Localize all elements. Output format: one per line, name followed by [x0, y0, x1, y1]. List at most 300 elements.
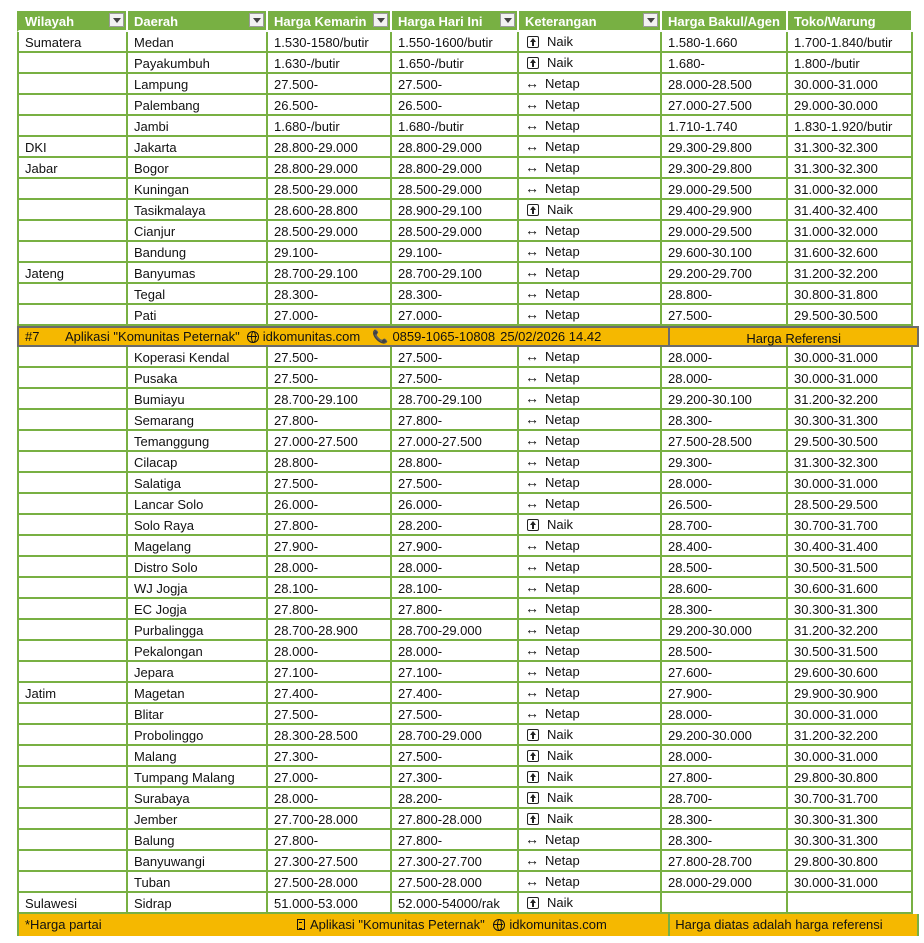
cell-keterangan[interactable] — [519, 200, 662, 221]
cell-daerah[interactable]: Magetan — [128, 683, 268, 704]
cell-keterangan[interactable] — [519, 221, 662, 242]
cell-toko[interactable]: 29.600-30.600 — [788, 662, 913, 683]
cell-harga-kemarin[interactable]: 28.700-29.100 — [268, 389, 392, 410]
cell-harga-hari-ini[interactable]: 28.500-29.000 — [392, 221, 519, 242]
cell-toko[interactable]: 30.000-31.000 — [788, 746, 913, 767]
cell-keterangan[interactable] — [519, 557, 662, 578]
cell-wilayah[interactable] — [17, 872, 128, 893]
cell-wilayah[interactable] — [17, 431, 128, 452]
cell-daerah[interactable]: Medan — [128, 32, 268, 53]
cell-toko[interactable]: 31.300-32.300 — [788, 452, 913, 473]
cell-daerah[interactable]: Palembang — [128, 95, 268, 116]
cell-toko[interactable]: 31.200-32.200 — [788, 620, 913, 641]
cell-harga-bakul[interactable]: 27.500-28.500 — [662, 431, 788, 452]
cell-keterangan[interactable] — [519, 410, 662, 431]
cell-harga-hari-ini[interactable]: 52.000-54000/rak — [392, 893, 519, 914]
cell-toko[interactable]: 30.000-31.000 — [788, 473, 913, 494]
cell-daerah[interactable]: Koperasi Kendal — [128, 347, 268, 368]
banner-phone[interactable]: 0859-1065-10808 — [392, 329, 496, 344]
header-harga-kemarin[interactable] — [268, 11, 392, 32]
cell-harga-bakul[interactable]: 29.200-30.000 — [662, 620, 788, 641]
cell-wilayah[interactable] — [17, 767, 128, 788]
cell-wilayah[interactable] — [17, 116, 128, 137]
cell-harga-kemarin[interactable]: 28.800-29.000 — [268, 158, 392, 179]
cell-harga-kemarin[interactable]: 27.500- — [268, 347, 392, 368]
cell-keterangan[interactable] — [519, 158, 662, 179]
cell-wilayah[interactable] — [17, 599, 128, 620]
cell-toko[interactable]: 30.300-31.300 — [788, 830, 913, 851]
cell-harga-bakul[interactable]: 27.500- — [662, 305, 788, 326]
cell-daerah[interactable]: Pusaka — [128, 368, 268, 389]
cell-harga-kemarin[interactable]: 29.100- — [268, 242, 392, 263]
cell-harga-kemarin[interactable]: 27.000- — [268, 767, 392, 788]
cell-wilayah[interactable] — [17, 179, 128, 200]
cell-harga-kemarin[interactable]: 28.800- — [268, 452, 392, 473]
cell-harga-hari-ini[interactable]: 28.700-29.100 — [392, 389, 519, 410]
cell-keterangan[interactable] — [519, 389, 662, 410]
cell-wilayah[interactable] — [17, 620, 128, 641]
cell-harga-bakul[interactable]: 27.600- — [662, 662, 788, 683]
cell-harga-hari-ini[interactable]: 27.800- — [392, 410, 519, 431]
cell-harga-bakul[interactable]: 28.000- — [662, 704, 788, 725]
cell-keterangan[interactable] — [519, 788, 662, 809]
cell-keterangan[interactable] — [519, 242, 662, 263]
cell-keterangan[interactable] — [519, 431, 662, 452]
cell-harga-kemarin[interactable]: 28.500-29.000 — [268, 179, 392, 200]
filter-dropdown-icon[interactable] — [249, 13, 264, 27]
cell-daerah[interactable]: Banyuwangi — [128, 851, 268, 872]
cell-harga-hari-ini[interactable]: 28.200- — [392, 788, 519, 809]
cell-harga-bakul[interactable]: 28.000- — [662, 347, 788, 368]
cell-daerah[interactable]: Probolinggo — [128, 725, 268, 746]
cell-keterangan[interactable] — [519, 620, 662, 641]
cell-wilayah[interactable] — [17, 578, 128, 599]
cell-toko[interactable]: 30.300-31.300 — [788, 599, 913, 620]
cell-daerah[interactable]: Distro Solo — [128, 557, 268, 578]
cell-keterangan[interactable] — [519, 704, 662, 725]
cell-toko[interactable]: 30.300-31.300 — [788, 809, 913, 830]
cell-harga-hari-ini[interactable]: 27.500-28.000 — [392, 872, 519, 893]
cell-keterangan[interactable] — [519, 641, 662, 662]
cell-keterangan[interactable] — [519, 599, 662, 620]
header-keterangan[interactable] — [519, 11, 662, 32]
cell-daerah[interactable]: Purbalingga — [128, 620, 268, 641]
cell-harga-bakul[interactable]: 1.710-1.740 — [662, 116, 788, 137]
cell-harga-bakul[interactable]: 28.300- — [662, 809, 788, 830]
cell-harga-bakul[interactable]: 27.900- — [662, 683, 788, 704]
cell-toko[interactable]: 29.500-30.500 — [788, 431, 913, 452]
cell-daerah[interactable]: EC Jogja — [128, 599, 268, 620]
cell-harga-kemarin[interactable]: 28.500-29.000 — [268, 221, 392, 242]
cell-keterangan[interactable] — [519, 809, 662, 830]
cell-toko[interactable]: 31.000-32.000 — [788, 179, 913, 200]
cell-harga-hari-ini[interactable]: 27.800- — [392, 830, 519, 851]
cell-harga-bakul[interactable]: 1.680- — [662, 53, 788, 74]
cell-harga-bakul[interactable]: 26.500- — [662, 494, 788, 515]
cell-wilayah[interactable] — [17, 53, 128, 74]
cell-harga-bakul[interactable]: 28.000- — [662, 368, 788, 389]
cell-harga-hari-ini[interactable]: 27.400- — [392, 683, 519, 704]
cell-harga-kemarin[interactable]: 27.900- — [268, 536, 392, 557]
cell-harga-kemarin[interactable]: 1.630-/butir — [268, 53, 392, 74]
cell-harga-kemarin[interactable]: 27.500- — [268, 473, 392, 494]
cell-daerah[interactable]: Kuningan — [128, 179, 268, 200]
header-harga-hari-ini[interactable] — [392, 11, 519, 32]
cell-toko[interactable]: 31.400-32.400 — [788, 200, 913, 221]
cell-harga-bakul[interactable]: 29.200-30.000 — [662, 725, 788, 746]
cell-daerah[interactable]: Pati — [128, 305, 268, 326]
cell-harga-bakul[interactable]: 28.800- — [662, 284, 788, 305]
cell-harga-hari-ini[interactable]: 27.500- — [392, 704, 519, 725]
cell-keterangan[interactable] — [519, 74, 662, 95]
cell-harga-bakul[interactable]: 27.000-27.500 — [662, 95, 788, 116]
cell-wilayah[interactable] — [17, 242, 128, 263]
cell-keterangan[interactable] — [519, 515, 662, 536]
cell-harga-hari-ini[interactable]: 28.700-29.100 — [392, 263, 519, 284]
cell-wilayah[interactable] — [17, 305, 128, 326]
cell-wilayah[interactable] — [17, 851, 128, 872]
cell-keterangan[interactable] — [519, 830, 662, 851]
cell-daerah[interactable]: Semarang — [128, 410, 268, 431]
cell-wilayah[interactable]: Jabar — [17, 158, 128, 179]
cell-daerah[interactable]: Bogor — [128, 158, 268, 179]
cell-keterangan[interactable] — [519, 767, 662, 788]
cell-wilayah[interactable] — [17, 389, 128, 410]
cell-keterangan[interactable] — [519, 872, 662, 893]
cell-toko[interactable]: 31.200-32.200 — [788, 263, 913, 284]
cell-harga-kemarin[interactable]: 27.800- — [268, 830, 392, 851]
cell-harga-kemarin[interactable]: 28.000- — [268, 557, 392, 578]
cell-harga-bakul[interactable]: 29.300- — [662, 452, 788, 473]
cell-harga-bakul[interactable] — [662, 893, 788, 914]
cell-daerah[interactable]: Blitar — [128, 704, 268, 725]
cell-harga-kemarin[interactable]: 27.700-28.000 — [268, 809, 392, 830]
cell-harga-hari-ini[interactable]: 28.800-29.000 — [392, 137, 519, 158]
cell-harga-kemarin[interactable]: 28.800-29.000 — [268, 137, 392, 158]
cell-harga-kemarin[interactable]: 27.500- — [268, 368, 392, 389]
cell-toko[interactable]: 30.000-31.000 — [788, 347, 913, 368]
cell-harga-hari-ini[interactable]: 28.700-29.000 — [392, 725, 519, 746]
cell-daerah[interactable]: Tuban — [128, 872, 268, 893]
cell-toko[interactable]: 30.000-31.000 — [788, 704, 913, 725]
cell-daerah[interactable]: Magelang — [128, 536, 268, 557]
cell-toko[interactable]: 29.800-30.800 — [788, 767, 913, 788]
cell-keterangan[interactable] — [519, 179, 662, 200]
cell-daerah[interactable]: Jakarta — [128, 137, 268, 158]
cell-toko[interactable]: 30.000-31.000 — [788, 74, 913, 95]
cell-keterangan[interactable] — [519, 263, 662, 284]
cell-harga-hari-ini[interactable]: 28.000- — [392, 557, 519, 578]
cell-harga-hari-ini[interactable]: 1.650-/butir — [392, 53, 519, 74]
cell-keterangan[interactable] — [519, 32, 662, 53]
cell-wilayah[interactable]: Jatim — [17, 683, 128, 704]
cell-toko[interactable]: 30.700-31.700 — [788, 515, 913, 536]
cell-toko[interactable]: 30.700-31.700 — [788, 788, 913, 809]
cell-harga-hari-ini[interactable]: 27.500- — [392, 368, 519, 389]
cell-daerah[interactable]: Sidrap — [128, 893, 268, 914]
cell-harga-hari-ini[interactable]: 27.500- — [392, 74, 519, 95]
cell-harga-hari-ini[interactable]: 27.800- — [392, 599, 519, 620]
cell-daerah[interactable]: Malang — [128, 746, 268, 767]
cell-toko[interactable]: 1.800-/butir — [788, 53, 913, 74]
cell-daerah[interactable]: Tasikmalaya — [128, 200, 268, 221]
cell-harga-bakul[interactable]: 27.800- — [662, 767, 788, 788]
cell-keterangan[interactable] — [519, 851, 662, 872]
cell-harga-kemarin[interactable]: 26.000- — [268, 494, 392, 515]
cell-harga-bakul[interactable]: 28.300- — [662, 410, 788, 431]
cell-harga-kemarin[interactable]: 27.800- — [268, 410, 392, 431]
cell-toko[interactable]: 29.900-30.900 — [788, 683, 913, 704]
cell-harga-hari-ini[interactable]: 27.000-27.500 — [392, 431, 519, 452]
cell-daerah[interactable]: Jember — [128, 809, 268, 830]
cell-harga-kemarin[interactable]: 1.530-1580/butir — [268, 32, 392, 53]
cell-toko[interactable]: 30.400-31.400 — [788, 536, 913, 557]
cell-harga-bakul[interactable]: 27.800-28.700 — [662, 851, 788, 872]
cell-harga-hari-ini[interactable]: 1.680-/butir — [392, 116, 519, 137]
cell-keterangan[interactable] — [519, 494, 662, 515]
cell-harga-hari-ini[interactable]: 28.000- — [392, 641, 519, 662]
cell-harga-kemarin[interactable]: 1.680-/butir — [268, 116, 392, 137]
cell-harga-bakul[interactable]: 28.300- — [662, 830, 788, 851]
cell-keterangan[interactable] — [519, 137, 662, 158]
cell-harga-kemarin[interactable]: 27.800- — [268, 515, 392, 536]
cell-daerah[interactable]: Cilacap — [128, 452, 268, 473]
cell-harga-bakul[interactable]: 29.000-29.500 — [662, 179, 788, 200]
cell-keterangan[interactable] — [519, 578, 662, 599]
cell-harga-hari-ini[interactable]: 27.900- — [392, 536, 519, 557]
cell-toko[interactable]: 1.700-1.840/butir — [788, 32, 913, 53]
cell-harga-kemarin[interactable]: 28.100- — [268, 578, 392, 599]
cell-keterangan[interactable] — [519, 662, 662, 683]
cell-harga-kemarin[interactable]: 27.500- — [268, 704, 392, 725]
cell-daerah[interactable]: Lancar Solo — [128, 494, 268, 515]
cell-wilayah[interactable] — [17, 95, 128, 116]
cell-harga-hari-ini[interactable]: 27.800-28.000 — [392, 809, 519, 830]
cell-harga-hari-ini[interactable]: 28.200- — [392, 515, 519, 536]
cell-harga-hari-ini[interactable]: 1.550-1600/butir — [392, 32, 519, 53]
filter-dropdown-icon[interactable] — [500, 13, 515, 27]
cell-harga-kemarin[interactable]: 51.000-53.000 — [268, 893, 392, 914]
cell-harga-kemarin[interactable]: 28.700-29.100 — [268, 263, 392, 284]
filter-dropdown-icon[interactable] — [109, 13, 124, 27]
cell-wilayah[interactable] — [17, 284, 128, 305]
header-wilayah[interactable] — [17, 11, 128, 32]
cell-keterangan[interactable] — [519, 473, 662, 494]
cell-daerah[interactable]: Salatiga — [128, 473, 268, 494]
cell-harga-kemarin[interactable]: 28.300- — [268, 284, 392, 305]
cell-daerah[interactable]: WJ Jogja — [128, 578, 268, 599]
cell-harga-hari-ini[interactable]: 28.800-29.000 — [392, 158, 519, 179]
cell-harga-kemarin[interactable]: 27.300-27.500 — [268, 851, 392, 872]
cell-harga-kemarin[interactable]: 27.000-27.500 — [268, 431, 392, 452]
cell-harga-hari-ini[interactable]: 27.500- — [392, 473, 519, 494]
cell-toko[interactable]: 30.500-31.500 — [788, 641, 913, 662]
cell-keterangan[interactable] — [519, 305, 662, 326]
cell-harga-hari-ini[interactable]: 28.900-29.100 — [392, 200, 519, 221]
cell-harga-kemarin[interactable]: 27.500-28.000 — [268, 872, 392, 893]
cell-wilayah[interactable] — [17, 557, 128, 578]
cell-wilayah[interactable] — [17, 788, 128, 809]
cell-keterangan[interactable] — [519, 893, 662, 914]
cell-daerah[interactable]: Tumpang Malang — [128, 767, 268, 788]
cell-wilayah[interactable] — [17, 221, 128, 242]
cell-keterangan[interactable] — [519, 116, 662, 137]
cell-harga-hari-ini[interactable]: 26.500- — [392, 95, 519, 116]
cell-harga-kemarin[interactable]: 27.500- — [268, 74, 392, 95]
cell-harga-hari-ini[interactable]: 26.000- — [392, 494, 519, 515]
cell-daerah[interactable]: Surabaya — [128, 788, 268, 809]
cell-toko[interactable]: 30.500-31.500 — [788, 557, 913, 578]
cell-harga-kemarin[interactable]: 27.300- — [268, 746, 392, 767]
filter-dropdown-icon[interactable] — [373, 13, 388, 27]
cell-toko[interactable]: 31.600-32.600 — [788, 242, 913, 263]
cell-daerah[interactable]: Bumiayu — [128, 389, 268, 410]
filter-dropdown-icon[interactable] — [643, 13, 658, 27]
cell-wilayah[interactable] — [17, 746, 128, 767]
cell-harga-hari-ini[interactable]: 27.100- — [392, 662, 519, 683]
cell-daerah[interactable]: Jambi — [128, 116, 268, 137]
footer-website[interactable]: idkomunitas.com — [509, 917, 607, 932]
cell-harga-hari-ini[interactable]: 27.500- — [392, 746, 519, 767]
cell-harga-kemarin[interactable]: 27.100- — [268, 662, 392, 683]
cell-keterangan[interactable] — [519, 53, 662, 74]
cell-wilayah[interactable] — [17, 347, 128, 368]
cell-wilayah[interactable] — [17, 536, 128, 557]
cell-daerah[interactable]: Payakumbuh — [128, 53, 268, 74]
cell-toko[interactable]: 30.600-31.600 — [788, 578, 913, 599]
cell-harga-bakul[interactable]: 29.600-30.100 — [662, 242, 788, 263]
cell-keterangan[interactable] — [519, 683, 662, 704]
cell-harga-hari-ini[interactable]: 27.300- — [392, 767, 519, 788]
cell-daerah[interactable]: Jepara — [128, 662, 268, 683]
cell-toko[interactable]: 31.000-32.000 — [788, 221, 913, 242]
cell-toko[interactable]: 29.500-30.500 — [788, 305, 913, 326]
cell-harga-bakul[interactable]: 28.400- — [662, 536, 788, 557]
cell-keterangan[interactable] — [519, 725, 662, 746]
cell-harga-bakul[interactable]: 28.700- — [662, 515, 788, 536]
banner-website[interactable]: idkomunitas.com — [262, 329, 361, 344]
cell-harga-bakul[interactable]: 28.500- — [662, 557, 788, 578]
header-daerah[interactable] — [128, 11, 268, 32]
cell-harga-bakul[interactable]: 28.300- — [662, 599, 788, 620]
cell-harga-hari-ini[interactable]: 28.100- — [392, 578, 519, 599]
cell-harga-bakul[interactable]: 28.000- — [662, 746, 788, 767]
cell-harga-bakul[interactable]: 28.000- — [662, 473, 788, 494]
cell-wilayah[interactable] — [17, 410, 128, 431]
cell-wilayah[interactable] — [17, 452, 128, 473]
cell-daerah[interactable]: Solo Raya — [128, 515, 268, 536]
cell-harga-bakul[interactable]: 29.400-29.900 — [662, 200, 788, 221]
cell-harga-hari-ini[interactable]: 27.500- — [392, 347, 519, 368]
cell-daerah[interactable]: Lampung — [128, 74, 268, 95]
cell-toko[interactable]: 29.800-30.800 — [788, 851, 913, 872]
cell-harga-kemarin[interactable]: 28.300-28.500 — [268, 725, 392, 746]
cell-toko[interactable]: 29.000-30.000 — [788, 95, 913, 116]
cell-daerah[interactable]: Balung — [128, 830, 268, 851]
cell-toko[interactable]: 30.800-31.800 — [788, 284, 913, 305]
cell-daerah[interactable]: Bandung — [128, 242, 268, 263]
cell-harga-hari-ini[interactable]: 29.100- — [392, 242, 519, 263]
cell-wilayah[interactable] — [17, 473, 128, 494]
cell-keterangan[interactable] — [519, 95, 662, 116]
cell-harga-hari-ini[interactable]: 28.300- — [392, 284, 519, 305]
cell-wilayah[interactable] — [17, 830, 128, 851]
cell-wilayah[interactable] — [17, 368, 128, 389]
cell-harga-hari-ini[interactable]: 28.700-29.000 — [392, 620, 519, 641]
cell-wilayah[interactable] — [17, 725, 128, 746]
cell-wilayah[interactable] — [17, 809, 128, 830]
cell-toko[interactable]: 30.000-31.000 — [788, 368, 913, 389]
cell-toko[interactable]: 1.830-1.920/butir — [788, 116, 913, 137]
cell-wilayah[interactable] — [17, 515, 128, 536]
cell-wilayah[interactable]: Sulawesi — [17, 893, 128, 914]
cell-harga-bakul[interactable]: 29.200-30.100 — [662, 389, 788, 410]
cell-keterangan[interactable] — [519, 452, 662, 473]
cell-harga-hari-ini[interactable]: 28.500-29.000 — [392, 179, 519, 200]
cell-toko[interactable]: 31.300-32.300 — [788, 137, 913, 158]
cell-toko[interactable]: 31.200-32.200 — [788, 389, 913, 410]
cell-daerah[interactable]: Pekalongan — [128, 641, 268, 662]
cell-keterangan[interactable] — [519, 284, 662, 305]
cell-harga-bakul[interactable]: 28.000-29.000 — [662, 872, 788, 893]
cell-harga-bakul[interactable]: 29.300-29.800 — [662, 137, 788, 158]
cell-harga-kemarin[interactable]: 27.000- — [268, 305, 392, 326]
cell-wilayah[interactable] — [17, 662, 128, 683]
cell-harga-kemarin[interactable]: 27.800- — [268, 599, 392, 620]
cell-toko[interactable]: 30.000-31.000 — [788, 872, 913, 893]
cell-harga-hari-ini[interactable]: 27.000- — [392, 305, 519, 326]
cell-harga-hari-ini[interactable]: 27.300-27.700 — [392, 851, 519, 872]
cell-harga-bakul[interactable]: 29.200-29.700 — [662, 263, 788, 284]
cell-harga-bakul[interactable]: 28.500- — [662, 641, 788, 662]
cell-wilayah[interactable]: Jateng — [17, 263, 128, 284]
cell-harga-bakul[interactable]: 28.000-28.500 — [662, 74, 788, 95]
cell-toko[interactable]: 30.300-31.300 — [788, 410, 913, 431]
cell-harga-bakul[interactable]: 29.000-29.500 — [662, 221, 788, 242]
cell-harga-kemarin[interactable]: 28.000- — [268, 788, 392, 809]
cell-harga-bakul[interactable]: 28.600- — [662, 578, 788, 599]
cell-harga-bakul[interactable]: 29.300-29.800 — [662, 158, 788, 179]
cell-keterangan[interactable] — [519, 746, 662, 767]
cell-daerah[interactable]: Cianjur — [128, 221, 268, 242]
cell-harga-hari-ini[interactable]: 28.800- — [392, 452, 519, 473]
cell-wilayah[interactable] — [17, 494, 128, 515]
cell-harga-bakul[interactable]: 1.580-1.660 — [662, 32, 788, 53]
cell-harga-kemarin[interactable]: 27.400- — [268, 683, 392, 704]
cell-toko[interactable]: 28.500-29.500 — [788, 494, 913, 515]
cell-wilayah[interactable]: DKI — [17, 137, 128, 158]
cell-wilayah[interactable]: Sumatera — [17, 32, 128, 53]
cell-toko[interactable]: 31.200-32.200 — [788, 725, 913, 746]
cell-daerah[interactable]: Temanggung — [128, 431, 268, 452]
cell-harga-kemarin[interactable]: 26.500- — [268, 95, 392, 116]
cell-toko[interactable]: 31.300-32.300 — [788, 158, 913, 179]
cell-wilayah[interactable] — [17, 200, 128, 221]
cell-keterangan[interactable] — [519, 536, 662, 557]
cell-harga-bakul[interactable]: 28.700- — [662, 788, 788, 809]
cell-wilayah[interactable] — [17, 704, 128, 725]
cell-toko[interactable] — [788, 893, 913, 914]
cell-wilayah[interactable] — [17, 641, 128, 662]
cell-harga-kemarin[interactable]: 28.000- — [268, 641, 392, 662]
cell-harga-kemarin[interactable]: 28.700-28.900 — [268, 620, 392, 641]
cell-daerah[interactable]: Tegal — [128, 284, 268, 305]
cell-daerah[interactable]: Banyumas — [128, 263, 268, 284]
cell-keterangan[interactable] — [519, 347, 662, 368]
cell-keterangan[interactable] — [519, 368, 662, 389]
cell-harga-kemarin[interactable]: 28.600-28.800 — [268, 200, 392, 221]
cell-wilayah[interactable] — [17, 74, 128, 95]
